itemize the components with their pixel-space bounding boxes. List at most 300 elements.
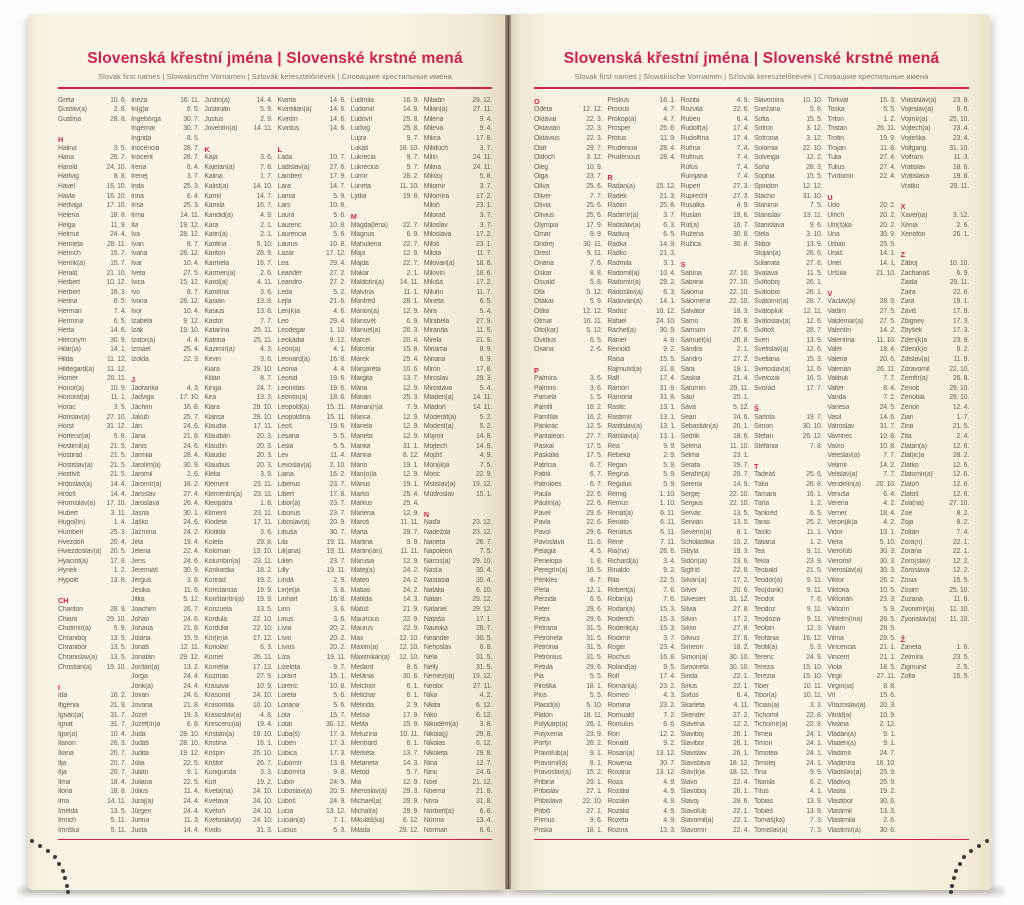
name-entry	[351, 827, 419, 837]
given-name: Timotea	[753, 750, 778, 758]
name-entry	[58, 423, 126, 433]
name-day-date: 17. 8.	[475, 135, 493, 143]
given-name: Zian	[900, 413, 914, 421]
name-day-date: 14. 6.	[329, 115, 346, 123]
name-entry	[204, 558, 272, 568]
name-day-date: 30. 10.	[729, 663, 749, 671]
name-entry	[204, 510, 272, 520]
name-day-date: 24. 10.	[252, 817, 273, 825]
name-entry	[827, 173, 895, 183]
given-name: Solveiga	[753, 154, 780, 162]
given-name: Trofin	[827, 135, 844, 143]
name-day-date: 29. 11.	[949, 183, 969, 191]
name-entry	[278, 298, 346, 308]
name-entry	[607, 606, 675, 616]
name-day-date: 22. 10.	[729, 288, 749, 296]
name-day-date: 25. 10.	[949, 115, 969, 123]
given-name: Slavomíra	[753, 96, 784, 104]
name-day-date: 7. 2.	[883, 394, 896, 402]
given-name: Simeon	[680, 644, 704, 652]
name-entry	[827, 164, 895, 174]
name-entry	[131, 596, 199, 606]
given-name: Tichomil	[753, 711, 779, 719]
name-day-date: 27. 3.	[732, 192, 749, 200]
name-day-date: 29. 10.	[252, 404, 273, 412]
given-name: Veron(ik)a	[827, 519, 858, 527]
name-entry	[204, 577, 272, 587]
name-entry	[278, 222, 346, 232]
given-name: Miloslav	[423, 221, 448, 229]
name-day-date: 6. 12.	[475, 740, 493, 748]
given-name: Michal(a)	[350, 807, 378, 815]
given-name: Kiara	[204, 365, 220, 373]
name-entry	[534, 616, 602, 626]
name-entry	[351, 548, 419, 558]
given-name: Hostislav(a)	[58, 461, 93, 469]
name-entry	[827, 721, 895, 731]
given-name: Vratko	[900, 183, 920, 191]
given-name: Romeo	[607, 692, 629, 700]
name-entry	[278, 471, 346, 481]
name-day-date: 9. 7.	[406, 135, 419, 143]
given-name: Silvia	[680, 605, 697, 613]
name-entry	[607, 452, 675, 462]
name-entry	[351, 798, 419, 808]
name-day-date: 21. 8.	[183, 432, 200, 440]
name-day-date: 19. 7.	[806, 413, 823, 421]
name-entry	[607, 692, 675, 702]
name-day-date: 7. 7.	[883, 452, 896, 460]
name-entry	[58, 788, 126, 798]
name-entry	[754, 654, 822, 664]
name-entry	[827, 116, 895, 126]
name-entry	[754, 625, 822, 635]
name-entry	[278, 616, 346, 626]
given-name: Sven	[753, 336, 770, 344]
name-day-date: 14. 6.	[879, 413, 896, 421]
name-day-date: 12. 7.	[475, 759, 493, 767]
given-name: Otília	[534, 308, 550, 315]
name-day-date: 19. 11.	[326, 653, 346, 661]
name-day-date: 29. 9.	[402, 807, 419, 815]
name-day-date: 13. 11.	[803, 211, 823, 219]
given-name: Karmela	[204, 259, 229, 267]
name-entry	[204, 740, 272, 750]
name-entry	[827, 779, 895, 789]
name-day-date: 1. 2.	[809, 500, 823, 508]
name-day-date: 2. 6.	[589, 346, 603, 354]
name-entry	[534, 452, 602, 462]
name-entry	[534, 510, 602, 520]
name-entry	[351, 173, 419, 183]
given-name: Miroslav	[423, 375, 449, 383]
name-day-date: 12. 9.	[402, 384, 419, 392]
given-name: Konrád	[204, 577, 226, 585]
given-name: Johana	[131, 625, 153, 633]
given-name: Kasius	[204, 308, 225, 315]
name-day-date: 28. 4.	[659, 154, 676, 162]
name-day-date: 29. 6.	[586, 663, 603, 671]
given-name: In(g)a	[131, 106, 149, 114]
name-entry	[607, 145, 675, 155]
name-day-date: 12. 6.	[952, 461, 969, 469]
given-name: Timea	[753, 730, 773, 738]
name-entry	[607, 250, 675, 260]
name-day-date: 30. 7.	[183, 125, 200, 133]
given-name: Tristan	[827, 125, 848, 133]
name-day-date: 1. 10.	[329, 327, 346, 335]
name-entry	[534, 750, 602, 760]
name-entry	[278, 183, 346, 193]
given-name: Oleg	[534, 163, 548, 171]
name-entry	[681, 510, 749, 520]
given-name: Salomena	[680, 298, 711, 306]
name-entry	[534, 779, 602, 789]
name-entry	[681, 539, 749, 549]
name-day-date: 24. 1.	[806, 750, 823, 758]
given-name: Vladimíra	[827, 759, 856, 767]
name-entry	[204, 241, 272, 251]
name-entry	[681, 721, 749, 731]
name-entry	[131, 279, 199, 289]
name-entry	[534, 587, 602, 597]
given-name: Ivor	[131, 308, 143, 315]
bottom-rule	[534, 839, 969, 841]
name-entry	[424, 721, 492, 731]
given-name: Hypolit	[58, 577, 79, 585]
name-day-date: 22. 6.	[732, 106, 749, 114]
name-day-date: 29. 3.	[475, 375, 493, 383]
section-letter: R	[607, 173, 613, 183]
name-entry	[278, 491, 346, 501]
given-name: Teodoz	[753, 605, 776, 613]
given-name: Rastic	[607, 404, 626, 412]
given-name: Osvald	[534, 279, 555, 287]
name-entry	[351, 712, 419, 722]
name-entry	[351, 241, 419, 251]
given-name: Prudencia	[607, 144, 638, 152]
name-entry	[681, 635, 749, 645]
name-day-date: 11. 10.	[949, 605, 969, 613]
name-entry	[607, 183, 675, 193]
given-name: Hana	[58, 154, 74, 162]
given-name: Valéria	[827, 356, 848, 364]
given-name: Slavoj	[680, 798, 699, 806]
name-entry	[607, 394, 675, 404]
name-day-date: 6. 6.	[479, 826, 493, 834]
given-name: Honor(a)	[58, 384, 84, 392]
name-entry	[681, 692, 749, 702]
name-day-date: 30. 9.	[110, 336, 127, 344]
given-name: Pravomil(a)	[534, 759, 568, 767]
name-day-date: 20. 9.	[329, 788, 346, 796]
name-day-date: 15. 5.	[659, 356, 676, 364]
name-day-date: 21. 1.	[879, 653, 896, 661]
name-entry	[534, 760, 602, 770]
given-name: Slávo	[680, 778, 698, 786]
name-day-date: 12. 6.	[806, 346, 823, 354]
name-day-date: 8. 5.	[186, 135, 200, 143]
name-entry	[131, 702, 199, 712]
name-entry	[827, 683, 895, 693]
name-entry	[754, 606, 822, 616]
name-day-date: 10. 2.	[732, 538, 749, 546]
name-day-date: 23. 7.	[329, 480, 346, 488]
name-day-date: 30. 12.	[326, 721, 346, 729]
name-entry	[681, 760, 749, 770]
name-entry	[351, 145, 419, 155]
name-entry	[424, 443, 492, 453]
name-day-date: 22. 10.	[729, 500, 749, 508]
name-day-date: 13. 3.	[256, 394, 273, 402]
name-entry	[58, 500, 126, 510]
name-day-date: 13. 5.	[732, 519, 749, 527]
name-entry	[681, 731, 749, 741]
name-entry	[424, 558, 492, 568]
perforation-dot	[950, 884, 954, 888]
name-day-date: 12. 11.	[803, 308, 823, 315]
given-name: Ľuben	[277, 740, 296, 748]
name-entry	[607, 625, 675, 635]
name-entry	[534, 769, 602, 779]
given-name: Homér	[58, 375, 78, 383]
name-entry	[754, 202, 822, 212]
name-day-date: 19. 9.	[879, 135, 896, 143]
name-day-date: 27. 5.	[879, 317, 896, 325]
name-entry	[424, 404, 492, 414]
given-name: Rumjana	[680, 173, 708, 181]
name-day-date: 27. 8.	[732, 625, 749, 633]
name-day-date: 31. 3.	[256, 826, 273, 834]
name-day-date: 9. 9.	[809, 769, 823, 777]
given-name: Modest(a)	[423, 423, 454, 431]
given-name: Jitka	[131, 596, 145, 604]
name-entry	[278, 250, 346, 260]
name-entry	[424, 596, 492, 606]
name-entry	[901, 97, 969, 107]
name-entry	[534, 529, 602, 539]
spacer-row	[204, 135, 272, 145]
name-entry	[681, 452, 749, 462]
given-name: Prudencius	[607, 154, 641, 162]
given-name: Martina	[350, 538, 373, 546]
name-entry	[204, 337, 272, 347]
name-entry	[58, 481, 126, 491]
name-entry	[58, 664, 126, 674]
name-day-date: 28. 5.	[879, 615, 896, 623]
given-name: Miluša	[423, 279, 443, 287]
name-entry	[351, 760, 419, 770]
given-name: Sophia	[753, 173, 775, 181]
name-day-date: 30. 10.	[802, 423, 823, 431]
name-entry	[278, 779, 346, 789]
name-entry	[901, 183, 969, 193]
name-entry	[131, 664, 199, 674]
name-day-date: 22. 5.	[183, 778, 200, 786]
name-day-date: 3. 6.	[589, 375, 603, 383]
perforation-dot	[985, 839, 989, 843]
name-entry	[131, 154, 199, 164]
given-name: Jarmila	[131, 452, 153, 460]
name-day-date: 7. 5.	[479, 461, 493, 469]
given-name: Svätomír(a)	[753, 298, 789, 306]
name-day-date: 6. 5.	[113, 298, 127, 306]
given-name: Libor(a)	[277, 500, 301, 508]
name-day-date: 7. 9.	[406, 404, 419, 412]
name-entry	[681, 596, 749, 606]
name-entry	[607, 337, 675, 347]
spacer-row	[58, 673, 126, 683]
name-day-date: 22. 3.	[586, 135, 603, 143]
name-day-date: 8. 8.	[589, 269, 603, 277]
name-entry	[351, 433, 419, 443]
name-entry	[607, 481, 675, 491]
given-name: Lara	[277, 183, 291, 191]
spacer-row	[754, 452, 822, 462]
name-day-date: 4. 9.	[479, 452, 493, 460]
name-entry	[754, 327, 822, 337]
name-entry	[534, 135, 602, 145]
given-name: Regína	[607, 471, 629, 479]
name-entry	[754, 567, 822, 577]
name-entry	[534, 817, 602, 827]
name-day-date: 7. 7.	[883, 471, 896, 479]
name-day-date: 22. 1.	[732, 817, 749, 825]
given-name: Hynek	[58, 567, 77, 575]
name-day-date: 25. 4.	[402, 490, 419, 498]
name-entry	[827, 740, 895, 750]
given-name: Jordán(a)	[131, 663, 160, 671]
name-day-date: 5. 7.	[406, 769, 419, 777]
name-day-date: 26. 1.	[732, 788, 749, 796]
given-name: Mira	[423, 308, 437, 315]
name-entry	[534, 270, 602, 280]
name-day-date: 4. 4.	[333, 365, 346, 373]
given-name: Kasián	[204, 298, 225, 306]
name-entry	[901, 548, 969, 558]
given-name: Natália	[423, 586, 445, 594]
name-day-date: 24. 11.	[472, 154, 493, 162]
name-entry	[901, 539, 969, 549]
name-entry	[534, 260, 602, 270]
given-name: Olga	[534, 173, 548, 181]
section-letter: N	[423, 509, 430, 519]
name-day-date: 9. 6.	[809, 221, 823, 229]
name-entry	[424, 414, 492, 424]
given-name: Hromislav(a)	[58, 500, 96, 508]
name-day-date: 13. 12.	[326, 807, 346, 815]
name-entry	[827, 106, 895, 116]
given-name: Kolumbín(a)	[204, 557, 241, 565]
name-entry	[607, 558, 675, 568]
name-entry	[754, 702, 822, 712]
name-day-date: 4. 3.	[186, 384, 200, 392]
given-name: Miroslava	[423, 384, 452, 392]
name-day-date: 10. 8.	[879, 442, 896, 450]
name-entry	[204, 664, 272, 674]
name-day-date: 19. 2.	[879, 788, 896, 796]
name-day-date: 6. 6.	[663, 721, 676, 729]
given-name: Herbert	[58, 288, 80, 296]
name-entry	[827, 462, 895, 472]
name-day-date: 29. 8.	[256, 538, 273, 546]
name-entry	[58, 567, 126, 577]
name-day-date: 13. 8.	[256, 298, 273, 306]
given-name: Koriolán	[204, 644, 229, 652]
name-day-date: 25. 10.	[252, 750, 273, 758]
name-day-date: 22. 8.	[732, 567, 749, 575]
name-day-date: 25. 5.	[879, 240, 896, 248]
name-day-date: 7. 7.	[589, 192, 603, 200]
given-name: Roman(a)	[607, 682, 637, 690]
name-entry	[607, 731, 675, 741]
name-day-date: 13. 4.	[475, 817, 493, 825]
name-entry	[424, 164, 492, 174]
name-entry	[424, 750, 492, 760]
given-name: Kvintus	[277, 125, 300, 133]
name-entry	[424, 539, 492, 549]
name-day-date: 8. 9.	[479, 356, 493, 364]
name-entry	[827, 414, 895, 424]
name-day-date: 27. 11.	[472, 682, 493, 690]
name-day-date: 22. 10.	[252, 625, 273, 633]
name-day-date: 22. 10.	[949, 365, 969, 373]
name-day-date: 7. 6.	[663, 596, 676, 604]
name-entry	[278, 356, 346, 366]
name-day-date: 14. 6.	[329, 125, 346, 133]
given-name: Tulia	[827, 154, 842, 162]
name-entry	[351, 558, 419, 568]
name-entry	[204, 587, 272, 597]
name-entry	[131, 750, 199, 760]
given-name: Leda	[277, 288, 293, 296]
name-entry	[754, 808, 822, 818]
given-name: Nestor	[423, 682, 444, 690]
name-entry	[681, 154, 749, 164]
given-name: Pavol	[534, 529, 551, 537]
name-day-date: 26. 8.	[806, 480, 823, 488]
name-entry	[131, 625, 199, 635]
name-day-date: 12. 9.	[402, 432, 419, 440]
given-name: Skender	[680, 711, 706, 719]
name-entry	[534, 404, 602, 414]
given-name: Sabína	[680, 269, 702, 277]
page-subtitle: Slovak first names | Slowakische Vornamen | Szlovák keresztelőnevek | Словацкие крестильные имена	[574, 72, 929, 81]
name-entry	[351, 721, 419, 731]
name-entry	[204, 394, 272, 404]
given-name: Linda	[277, 577, 294, 585]
name-entry	[131, 683, 199, 693]
name-entry	[607, 471, 675, 481]
given-name: Juraj(a)	[131, 798, 154, 806]
name-day-date: 11. 7.	[476, 288, 493, 296]
name-entry	[58, 827, 126, 837]
name-entry	[607, 125, 675, 135]
name-entry	[424, 116, 492, 126]
given-name: Titanila	[753, 778, 775, 786]
given-name: Svatava	[753, 269, 778, 277]
name-entry	[131, 241, 199, 251]
given-name: Vlastimír(a)	[827, 826, 861, 834]
given-name: Rozita	[680, 96, 700, 104]
name-day-date: 11. 11.	[400, 519, 419, 527]
given-name: Zden(k)a	[900, 336, 928, 344]
given-name: Placid(a)	[534, 701, 560, 709]
name-entry	[424, 250, 492, 260]
name-entry	[131, 318, 199, 328]
name-entry	[131, 721, 199, 731]
name-day-date: 28. 4.	[183, 452, 200, 460]
